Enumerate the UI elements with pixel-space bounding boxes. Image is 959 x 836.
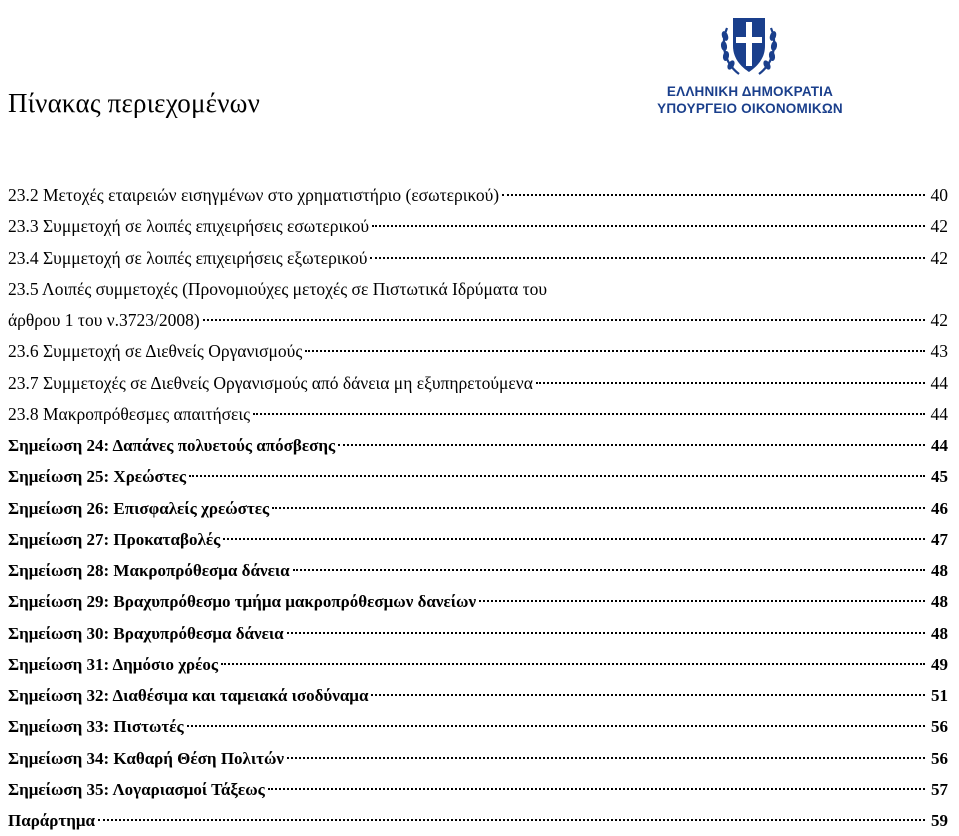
ministry-logo [640, 10, 860, 120]
toc-page-number: 49 [931, 654, 948, 674]
toc-entry[interactable] [8, 774, 948, 805]
toc-dot-leader [338, 444, 925, 446]
toc-entry-label: Σημείωση 25: Χρεώστες [8, 467, 187, 487]
toc-entry-label: Σημείωση 31: Δημόσιο χρέος [8, 654, 219, 674]
toc-entry-label: 23.3 Συμμετοχή σε λοιπές επιχειρήσεις εσωτερικού [8, 216, 369, 237]
toc-entry[interactable] [8, 211, 948, 242]
toc-page-number: 42 [930, 247, 948, 268]
toc-entry[interactable] [8, 274, 948, 305]
toc-entry[interactable] [8, 243, 948, 274]
toc-dot-leader [268, 788, 925, 790]
toc-page-number: 44 [930, 372, 948, 393]
toc-page-number: 47 [931, 529, 948, 549]
toc-page-number: 48 [931, 561, 948, 580]
toc-entry[interactable] [8, 430, 948, 461]
toc-dot-leader [189, 475, 925, 477]
toc-entry-label: Παράρτημα [8, 811, 96, 830]
toc-entry-label: 23.7 Συμμετοχές σε Διεθνείς Οργανισμούς από δάνεια μη εξυπηρετούμενα [8, 372, 533, 393]
toc-entry-label: Σημείωση 33: Πιστωτές [8, 717, 184, 737]
toc-entry[interactable] [8, 711, 948, 742]
toc-page-number: 46 [931, 498, 948, 518]
toc-dot-leader [253, 413, 925, 415]
toc-entry-label: άρθρου 1 του ν.3723/2008) [8, 310, 200, 330]
toc-dot-leader [187, 725, 925, 727]
toc-dot-leader [293, 569, 925, 571]
toc-entry[interactable] [8, 493, 948, 524]
toc-dot-leader [502, 194, 925, 196]
toc-entry-label: Σημείωση 24: Δαπάνες πολυετούς απόσβεσης [8, 436, 336, 455]
toc-entry-label: 23.4 Συμμετοχή σε λοιπές επιχειρήσεις εξωτερικού [8, 247, 368, 268]
toc-dot-leader [287, 632, 925, 634]
page-title: Πίνακας περιεχομένων [8, 88, 261, 118]
toc-entry-label: Σημείωση 27: Προκαταβολές [8, 529, 221, 549]
greek-coat-of-arms-icon [717, 10, 781, 82]
toc-entry[interactable] [8, 649, 948, 680]
toc-entry-label: Σημείωση 29: Βραχυπρόθεσμο τμήμα μακροπρόθεσμων δανείων [8, 592, 477, 612]
toc-entry-label: Σημείωση 35: Λογαριασμοί Τάξεως [8, 779, 265, 799]
toc-entry[interactable] [8, 586, 948, 617]
toc-entry[interactable] [8, 618, 948, 649]
toc-page-number: 45 [931, 467, 948, 487]
toc-entry[interactable] [8, 680, 948, 711]
toc-page-number: 48 [931, 623, 948, 643]
toc-page-number: 42 [930, 310, 948, 330]
toc-dot-leader [223, 538, 925, 540]
toc-entry-label: 23.5 Λοιπές συμμετοχές (Προνομιούχες μετοχές σε Πιστωτικά Ιδρύματα του [8, 278, 548, 299]
toc-dot-leader [272, 507, 925, 509]
logo-text-republic: ΕΛΛΗΝΙΚΗ ΔΗΜΟΚΡΑΤΙΑ [666, 84, 834, 99]
toc-page-number: 43 [930, 341, 948, 362]
toc-page-number: 48 [931, 592, 948, 612]
toc-entry[interactable] [8, 555, 948, 586]
toc-page-number: 59 [931, 811, 948, 830]
toc-dot-leader [203, 319, 925, 321]
toc-entry[interactable] [8, 336, 948, 367]
toc-entry-label: Σημείωση 34: Καθαρή Θέση Πολιτών [8, 748, 285, 768]
page-header [0, 0, 959, 140]
toc-dot-leader [371, 694, 925, 696]
toc-entry[interactable] [8, 180, 948, 211]
toc-entry-label: Σημείωση 30: Βραχυπρόθεσμα δάνεια [8, 623, 284, 643]
toc-entry-label: 23.2 Μετοχές εταιρειών εισηγμένων στο χρηματιστήριο (εσωτερικού) [8, 185, 500, 205]
toc-entry[interactable] [8, 805, 948, 836]
toc-entry-label: 23.6 Συμμετοχή σε Διεθνείς Οργανισμούς [8, 341, 303, 362]
toc-entry[interactable] [8, 524, 948, 555]
toc-entry[interactable] [8, 743, 948, 774]
toc-page-number: 57 [931, 779, 948, 799]
toc-entry[interactable] [8, 305, 948, 336]
toc-page-number: 51 [931, 686, 948, 705]
toc-dot-leader [372, 225, 925, 227]
toc-dot-leader [370, 257, 925, 259]
toc-entry[interactable] [8, 399, 948, 430]
toc-dot-leader [479, 600, 925, 602]
toc-entry-label: 23.8 Μακροπρόθεσμες απαιτήσεις [8, 403, 251, 424]
toc-entry-label: Σημείωση 32: Διαθέσιμα και ταμειακά ισοδύναμα [8, 686, 369, 705]
toc-dot-leader [287, 757, 925, 759]
table-of-contents [8, 180, 948, 836]
logo-text-ministry: ΥΠΟΥΡΓΕΙΟ ΟΙΚΟΝΟΜΙΚΩΝ [657, 101, 843, 116]
toc-entry[interactable] [8, 461, 948, 492]
toc-dot-leader [221, 663, 925, 665]
toc-entry-label: Σημείωση 28: Μακροπρόθεσμα δάνεια [8, 561, 290, 580]
toc-entry[interactable] [8, 368, 948, 399]
toc-dot-leader [305, 350, 925, 352]
toc-page-number: 56 [931, 717, 948, 737]
toc-entry-label: Σημείωση 26: Επισφαλείς χρεώστες [8, 498, 270, 518]
toc-dot-leader [98, 819, 925, 821]
toc-page-number: 44 [931, 436, 948, 455]
toc-page-number: 40 [930, 185, 948, 205]
toc-page-number: 56 [931, 748, 948, 768]
toc-page-number: 44 [930, 403, 948, 424]
toc-page-number: 42 [930, 216, 948, 237]
toc-dot-leader [536, 382, 925, 384]
